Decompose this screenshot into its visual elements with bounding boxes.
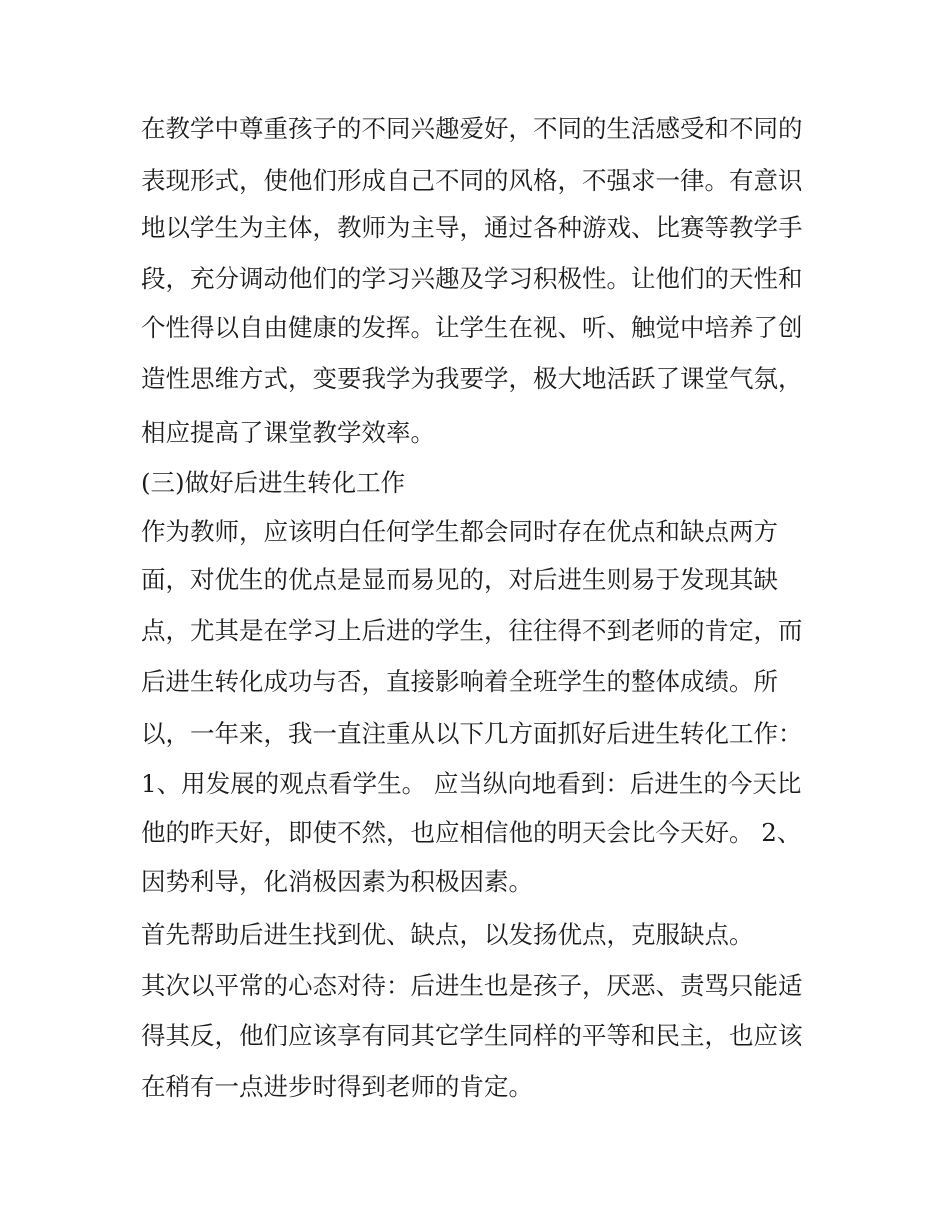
text-line: 地以学生为主体，教师为主导，通过各种游戏、比赛等教学手: [141, 213, 803, 242]
text-line: 作为教师，应该明白任何学生都会同时存在优点和缺点两方: [141, 517, 778, 546]
text-line: 他的昨天好，即使不然，也应相信他的明天会比今天好。 2、: [141, 818, 802, 847]
section-heading: (三)做好后进生转化工作: [141, 468, 406, 497]
text-line: 得其反，他们应该享有同其它学生同样的平等和民主，也应该: [141, 1021, 803, 1050]
text-line: 在教学中尊重孩子的不同兴趣爱好，不同的生活感受和不同的: [141, 114, 803, 143]
text-line: 在稍有一点进步时得到老师的肯定。: [141, 1072, 533, 1101]
text-line: 后进生转化成功与否，直接影响着全班学生的整体成绩。所: [141, 667, 778, 696]
text-line: 首先帮助后进生找到优、缺点，以发扬优点，克服缺点。: [141, 920, 754, 949]
text-line: 以，一年来，我一直注重从以下几方面抓好后进生转化工作：: [141, 719, 803, 748]
text-line: 因势利导，化消极因素为积极因素。: [141, 867, 533, 896]
text-line: 段，充分调动他们的学习兴趣及学习积极性。让他们的天性和: [141, 264, 803, 293]
text-line: 其次以平常的心态对待：后进生也是孩子，厌恶、责骂只能适: [141, 971, 803, 1000]
text-line: 个性得以自由健康的发挥。让学生在视、听、触觉中培养了创: [141, 313, 803, 342]
text-line: 1、用发展的观点看学生。 应当纵向地看到：后进生的今天比: [141, 769, 802, 798]
text-line: 相应提高了课堂教学效率。: [141, 418, 435, 447]
text-line: 点，尤其是在学习上后进的学生，往往得不到老师的肯定，而: [141, 616, 803, 645]
text-line: 面，对优生的优点是显而易见的，对后进生则易于发现其缺: [141, 565, 778, 594]
text-line: 表现形式，使他们形成自己不同的风格，不强求一律。有意识: [141, 166, 803, 195]
text-line: 造性思维方式，变要我学为我要学，极大地活跃了课堂气氛，: [141, 364, 803, 393]
